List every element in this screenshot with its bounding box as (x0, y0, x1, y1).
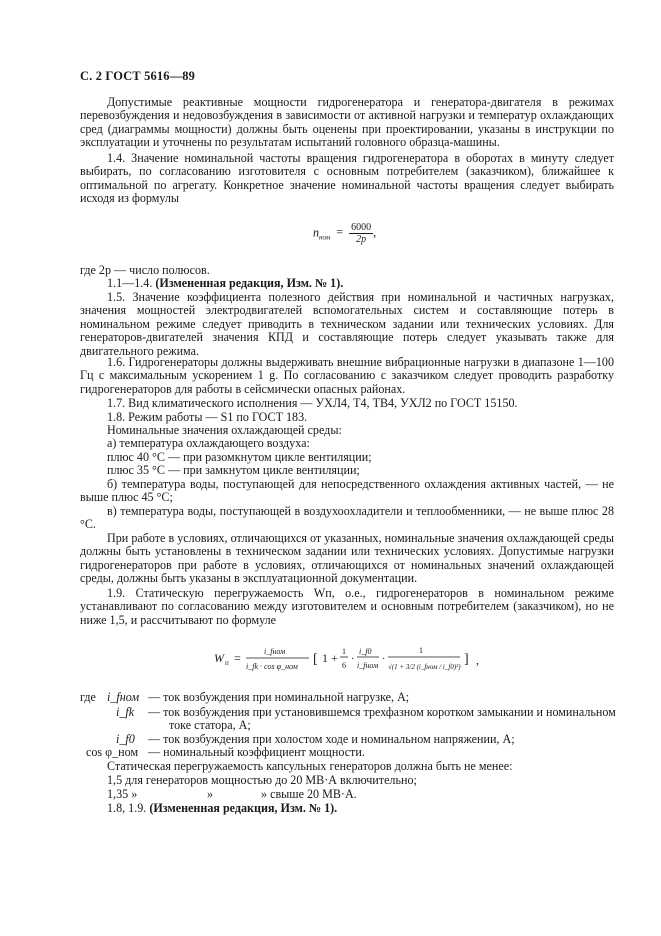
formula-eq: = (336, 225, 344, 240)
list-capsule-1: 1,5 для генераторов мощностью до 20 МВ·А включительно; (107, 773, 417, 787)
edit-note-2-bold: (Измененная редакция, Изм. № 1). (149, 801, 338, 815)
f2-dot2: · (382, 654, 386, 665)
list-item-c: в) температура воды, поступающей в воздухоохладители и теплообменники, — не выше плюс 28 °С. (80, 504, 614, 532)
paragraph-cooling-values: Номинальные значения охлаждающей среды: (107, 423, 342, 437)
paragraph-1-5: 1.5. Значение коэффициента полезного действия при номинальной и частичных нагрузках, значения мощностей электродвигателей вспомогательных систем и составляющие потерь в номинальном режиме следует приводить в техническом задании или технических условиях. Для генераторов-двигателей значения КПД и составляющие потерь следует указывать также для двигательного режима. (80, 290, 614, 358)
formula-lhs: n (313, 225, 320, 240)
list-item-a2: плюс 35 °С — при замкнутом цикле вентиляции; (107, 463, 360, 477)
edit-note-bold: (Измененная редакция, Изм. № 1). (155, 276, 344, 290)
where2-text-3: — ток возбуждения при холостом ходе и номинальном напряжении, А; (148, 732, 515, 746)
where2-sym-0: i_fном (107, 690, 140, 704)
paragraph-1-6: 1.6. Гидрогенераторы должны выдерживать внешние вибрационные нагрузки в диапазоне 1—100 Гц с максимальным ускорением 1 g. По согласованию с заказчиком следует проводить разработку гидрогенераторов для работы в сейсмически опасных районах. (80, 355, 614, 396)
paragraph-other-conditions: При работе в условиях, отличающихся от указанных, номинальные значения охлаждающей среды должны быть установлены в техническом задании или технических условиях. Допустимые нагрузки гидрогенераторов при работе в условиях, отличающихся от номинальных значений охлаждающей среды, должны быть указаны в эксплуатационной документации. (80, 531, 614, 586)
f2-c-num: 1 (419, 646, 423, 655)
formula-tail: , (373, 225, 377, 240)
list-capsule-2-b: » (207, 787, 214, 801)
edit-note-prefix: 1.1—1.4. (107, 276, 153, 290)
where2-prefix: где (80, 690, 96, 704)
f2-comma: , (476, 653, 479, 667)
where-2p: где 2p — число полюсов. (80, 263, 210, 277)
paragraph-1-9: 1.9. Статическую перегружаемость Wп, о.е., гидрогенераторов в номинальном режиме устанавливают по согласованию между изготовителем и основным потребителем (заказчиком), но не ниже 1,5, и рассчитывают по формуле (80, 586, 614, 627)
f2-bracket-close: ] (464, 652, 469, 667)
f2-lhs: W (214, 651, 224, 665)
edit-note-1-1-1-4 (107, 277, 343, 290)
list-capsule-2-a: 1,35 » (107, 787, 138, 801)
list-capsule-2-c: » свыше 20 МВ·А. (261, 787, 357, 801)
f2-dot1: · (351, 654, 355, 665)
f2-lhs-sub: п (225, 659, 229, 667)
where2-text-2: токе статора, А; (169, 718, 251, 732)
list-item-b: б) температура воды, поступающей для непосредственного охлаждения активных частей, — не выше плюс 45 °С; (80, 477, 614, 505)
where2-sym-3: i_f0 (116, 732, 135, 746)
list-item-a: а) температура охлаждающего воздуха: (107, 436, 310, 450)
edit-note-2-prefix: 1.8, 1.9. (107, 801, 147, 815)
where2-sym-4: cos φ_ном (86, 745, 139, 759)
formula-rated-speed (313, 222, 393, 250)
f2-half-num: 1 (342, 647, 346, 656)
where2-sym-1: i_fk (116, 705, 135, 719)
list-item-a1: плюс 40 °С — при разомкнутом цикле вентиляции; (107, 450, 372, 464)
f2-a-num: i_fном (264, 647, 286, 656)
f2-bracket-open: [ (313, 652, 318, 667)
formula-static-overload (214, 640, 484, 678)
paragraph-1-4: 1.4. Значение номинальной частоты вращения гидрогенератора в оборотах в минуту следует выбирать, по согласованию изготовителя с основным потребителем (заказчиком), ближайшее к оптимальной по агрегату. Конкретное значение номинальной частоты вращения следует выбирать исходя из формулы (80, 151, 614, 206)
paragraph-capsule: Статическая перегружаемость капсульных генераторов должна быть не менее: (107, 759, 513, 773)
formula-denominator: 2p (356, 234, 367, 245)
f2-plus: + (331, 651, 338, 665)
f2-c-den: √(1 + 3/2 (i_fном / i_f0)²) (388, 663, 461, 671)
formula-fraction (349, 222, 373, 245)
formula-numerator: 6000 (351, 222, 372, 233)
edit-note-1-8-1-9 (107, 802, 337, 815)
page-header: С. 2 ГОСТ 5616—89 (80, 69, 196, 83)
f2-a-den: i_fk · cos φ_ном (246, 662, 298, 671)
paragraph-1-8: 1.8. Режим работы — S1 по ГОСТ 183. (107, 410, 308, 424)
formula-lhs-sub: ном (319, 233, 331, 242)
where2-text-0: — ток возбуждения при номинальной нагрузке, А; (148, 690, 410, 704)
f2-one: 1 (322, 651, 328, 665)
paragraph-reactive-power: Допустимые реактивные мощности гидрогенератора и генератора-двигателя в режимах перевозбуждения и недовозбуждения в зависимости от активной нагрузки и температур охлаждающих сред (диаграммы мощности) должны быть оценены при проектировании, указаны в инструкции по эксплуатации и уточнены по результатам испытаний головного образца-машины. (80, 95, 614, 150)
where2-text-1: — ток возбуждения при установившемся трехфазном коротком замыкании и номинальном (148, 705, 616, 719)
f2-half-den: 6 (342, 661, 346, 670)
paragraph-1-7: 1.7. Вид климатического исполнения — УХЛ4, Т4, ТВ4, УХЛ2 по ГОСТ 15150. (107, 396, 518, 410)
f2-eq: = (234, 651, 241, 665)
where2-text-4: — номинальный коэффициент мощности. (148, 745, 365, 759)
f2-b-den: i_fном (357, 661, 379, 670)
f2-b-num: i_f0 (359, 647, 372, 656)
